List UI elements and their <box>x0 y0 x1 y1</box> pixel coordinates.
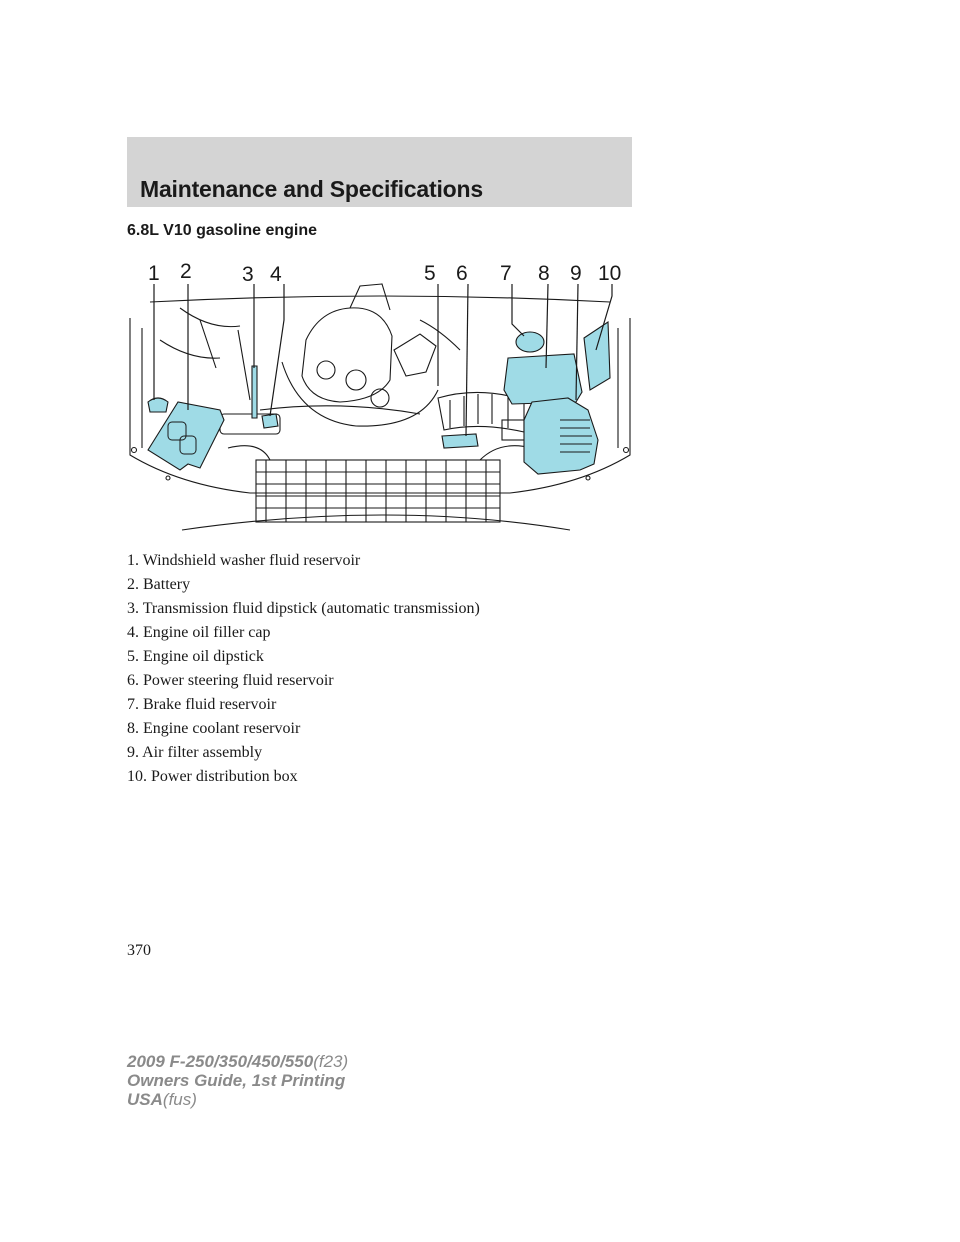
transmission-dipstick <box>252 366 257 418</box>
legend-item: 5. Engine oil dipstick <box>127 648 264 665</box>
washer-reservoir <box>148 398 168 412</box>
callout-3: 3 <box>242 263 254 286</box>
legend-item: 1. Windshield washer fluid reservoir <box>127 552 361 569</box>
callout-labels <box>148 260 621 286</box>
callout-4: 4 <box>270 263 282 286</box>
engine-compartment-diagram <box>120 250 640 540</box>
engine-title: 6.8L V10 gasoline engine <box>127 222 317 239</box>
brake-reservoir <box>516 332 544 352</box>
legend-item: 7. Brake fluid reservoir <box>127 696 277 713</box>
callout-9: 9 <box>570 262 582 285</box>
callout-8: 8 <box>538 262 550 285</box>
power-distribution-box <box>584 322 610 390</box>
coolant-reservoir <box>504 354 582 404</box>
footer-line-2: Owners Guide, 1st Printing <box>127 1071 346 1090</box>
footer-market-code: (fus) <box>162 1090 197 1109</box>
callout-10: 10 <box>598 262 622 285</box>
legend-item: 9. Air filter assembly <box>127 744 263 761</box>
page-number: 370 <box>127 942 151 959</box>
footer-line-1 <box>127 1052 348 1071</box>
document-footer <box>127 1052 348 1109</box>
callout-1: 1 <box>148 262 160 285</box>
legend-item: 3. Transmission fluid dipstick (automatic transmission) <box>127 600 480 617</box>
callout-2: 2 <box>180 260 192 283</box>
legend-item: 10. Power distribution box <box>127 768 298 785</box>
section-title: Maintenance and Specifications <box>140 176 483 202</box>
footer-line-3 <box>127 1090 348 1109</box>
oil-filler-cap <box>262 414 278 428</box>
power-steering-reservoir <box>442 434 478 448</box>
highlighted-components <box>148 322 610 474</box>
legend-item: 8. Engine coolant reservoir <box>127 720 301 737</box>
callout-6: 6 <box>456 262 468 285</box>
legend-item: 4. Engine oil filler cap <box>127 624 271 641</box>
legend-item: 2. Battery <box>127 576 191 593</box>
footer-model-code: (f23) <box>313 1052 349 1071</box>
legend-item: 6. Power steering fluid reservoir <box>127 672 334 689</box>
footer-model: 2009 F-250/350/450/550 <box>127 1052 314 1071</box>
callout-7: 7 <box>500 262 512 285</box>
component-legend <box>127 549 480 789</box>
footer-market: USA <box>127 1090 163 1109</box>
callout-5: 5 <box>424 262 436 285</box>
